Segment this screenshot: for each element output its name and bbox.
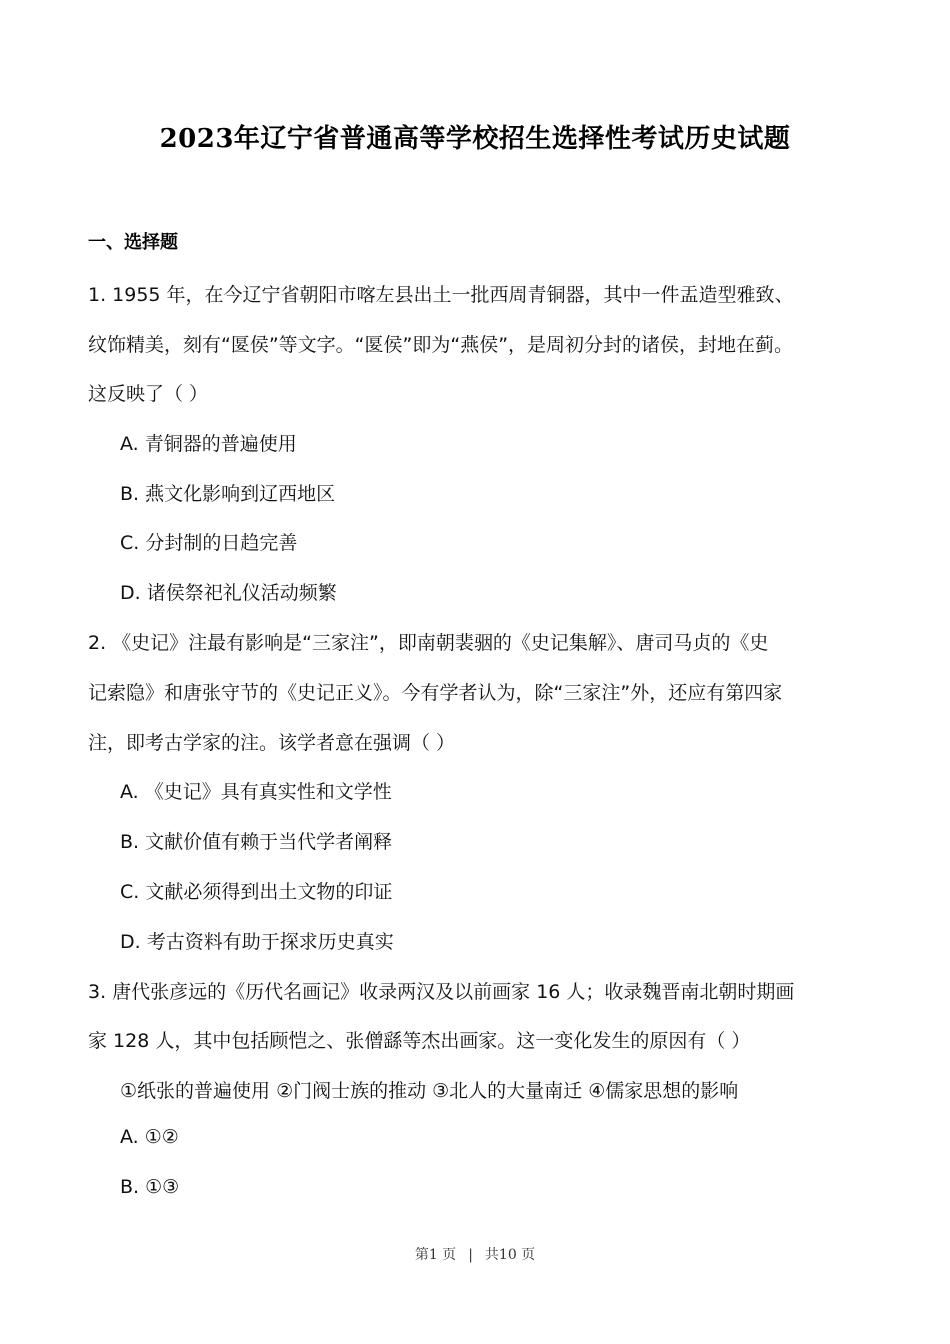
question-2-option-c: C. 文献必须得到出土文物的印证: [120, 881, 393, 903]
question-1-option-b: B. 燕文化影响到辽西地区: [120, 483, 336, 505]
page-number: 第1 页: [414, 1247, 457, 1263]
question-2-line-1: 2. 《史记》注最有影响是“三家注”，即南朝裴骃的《史记集解》、唐司马贞的《史: [88, 632, 769, 654]
question-1-line-2: 纹饰精美，刻有“匽侯”等文字。“匽侯”即为“燕侯”，是周初分封的诸侯，封地在蓟。: [88, 334, 794, 356]
page-total: 共10 页: [484, 1247, 536, 1263]
footer-separator: |: [468, 1247, 473, 1263]
question-3-line-2: 家 128 人，其中包括顾恺之、张僧繇等杰出画家。这一变化发生的原因有（ ）: [88, 1030, 751, 1052]
page-footer: [0, 1244, 950, 1264]
question-2-option-a: A. 《史记》具有真实性和文学性: [120, 781, 392, 803]
question-1-option-d: D. 诸侯祭祀礼仪活动频繁: [120, 582, 337, 604]
question-3-line-1: 3. 唐代张彦远的《历代名画记》收录两汉及以前画家 16 人；收录魏晋南北朝时期画: [88, 981, 795, 1003]
question-1-line-3: 这反映了（ ）: [88, 383, 209, 405]
question-3-choices: ①纸张的普遍使用 ②门阀士族的推动 ③北人的大量南迁 ④儒家思想的影响: [120, 1080, 739, 1102]
question-1-option-c: C. 分封制的日趋完善: [120, 532, 298, 554]
question-3-option-a: A. ①②: [120, 1126, 179, 1148]
question-2-line-3: 注，即考古学家的注。该学者意在强调（ ）: [88, 732, 456, 754]
question-2-line-2: 记索隐》和唐张守节的《史记正义》。今有学者认为，除“三家注”外，还应有第四家: [88, 682, 783, 704]
question-1-option-a: A. 青铜器的普遍使用: [120, 433, 297, 455]
question-2-option-d: D. 考古资料有助于探求历史真实: [120, 931, 394, 953]
question-1-line-1: 1. 1955 年，在今辽宁省朝阳市喀左县出土一批西周青铜器，其中一件盂造型雅致、: [88, 284, 794, 306]
question-2-option-b: B. 文献价值有赖于当代学者阐释: [120, 831, 393, 853]
section-heading: 一、选择题: [88, 232, 178, 253]
question-3-option-b: B. ①③: [120, 1176, 180, 1198]
page-title: 2023年辽宁省普通高等学校招生选择性考试历史试题: [159, 124, 791, 154]
